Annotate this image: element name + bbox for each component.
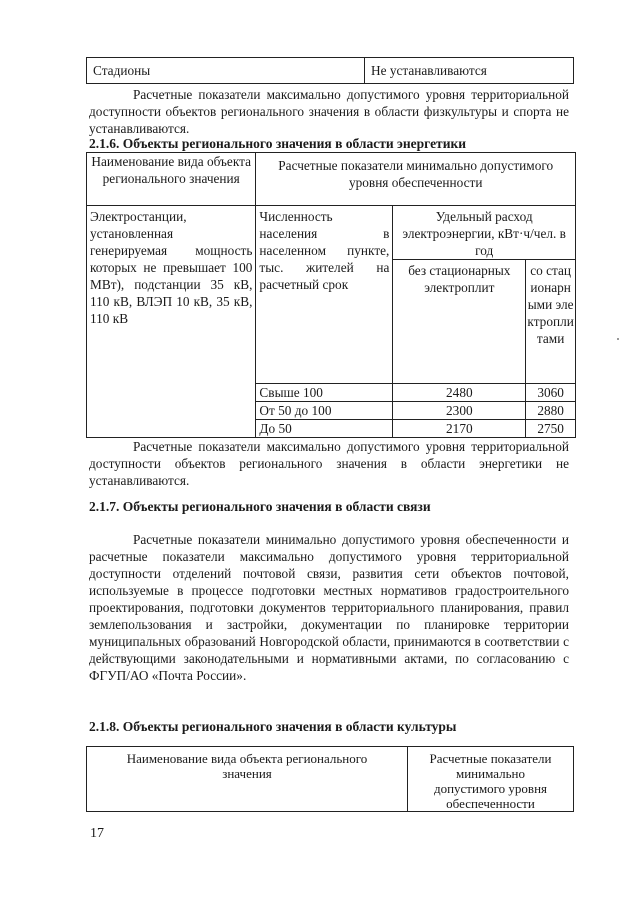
page-number: 17 xyxy=(90,826,104,841)
stadium-table xyxy=(86,57,574,84)
population-cell: Численность населения в населенном пункте, тыс. жителей на расчетный срок xyxy=(256,206,393,384)
table-row xyxy=(87,206,576,260)
table-row xyxy=(87,153,576,206)
culture-head-name: Наименование вида объекта регионального значения xyxy=(87,747,408,812)
heading-culture: 2.1.8. Объекты регионального значения в области культуры xyxy=(89,719,457,734)
table-row xyxy=(87,58,574,84)
para-communication: Расчетные показатели минимально допустимого уровня обеспеченности и расчетные показатели максимально допустимого уровня территориальной доступности отделений почтовой связи, развития сети объектов почтовой, используемые в процессе подготовки местных нормативов градостроительного проектирования, подготовки документов территориального планирования, правил землепользования и застройки, документации по планировке территории муниципальных образований Новгородской области, принимаются в соответствии с действующими законодательными и нормативными актами, по согласованию с ФГУП/АО «Почта России». xyxy=(89,532,569,683)
value-b: 3060 xyxy=(526,384,576,402)
head-name: Наименование вида объекта регионального значения xyxy=(87,153,256,206)
value-a: 2170 xyxy=(393,420,526,438)
value-a: 2300 xyxy=(393,402,526,420)
table-row xyxy=(87,747,574,812)
value-b: 2750 xyxy=(526,420,576,438)
stadium-value: Не устанавливаются xyxy=(365,58,574,84)
value-a: 2480 xyxy=(393,384,526,402)
pop-cell: От 50 до 100 xyxy=(256,402,393,420)
heading-energy: 2.1.6. Объекты регионального значения в области энергетики xyxy=(89,136,467,151)
stadium-name: Стадионы xyxy=(87,58,365,84)
specific-cell: Удельный расход электроэнергии, кВт·ч/чел. в год xyxy=(393,206,576,260)
scan-speck xyxy=(617,338,619,340)
pop-cell: Свыше 100 xyxy=(256,384,393,402)
culture-head-indicators: Расчетные показатели минимально допустимого уровня обеспеченности xyxy=(408,747,574,812)
pop-cell: До 50 xyxy=(256,420,393,438)
para-energy: Расчетные показатели максимально допустимого уровня территориальной доступности объектов регионального значения в области энергетики не устанавливаются. xyxy=(89,439,569,488)
head-indicators: Расчетные показатели минимально допустимого уровня обеспеченности xyxy=(256,153,576,206)
heading-communication: 2.1.7. Объекты регионального значения в области связи xyxy=(89,499,431,514)
no-stove-cell: без стационарных электроплит xyxy=(393,260,526,384)
energy-table xyxy=(86,152,576,438)
value-b: 2880 xyxy=(526,402,576,420)
culture-table xyxy=(86,746,574,812)
para-sport: Расчетные показатели максимально допустимого уровня территориальной доступности объектов регионального значения в области физкультуры и спорта не устанавливаются. xyxy=(89,87,569,136)
object-cell: Электростанции, установленная генерируемая мощность которых не превышает 100 МВт), подстанции 35 кВ, 110 кВ, ВЛЭП 10 кВ, 35 кВ, 110 кВ xyxy=(87,206,256,438)
with-stove-cell: со стационарными электроплитами xyxy=(526,260,576,384)
